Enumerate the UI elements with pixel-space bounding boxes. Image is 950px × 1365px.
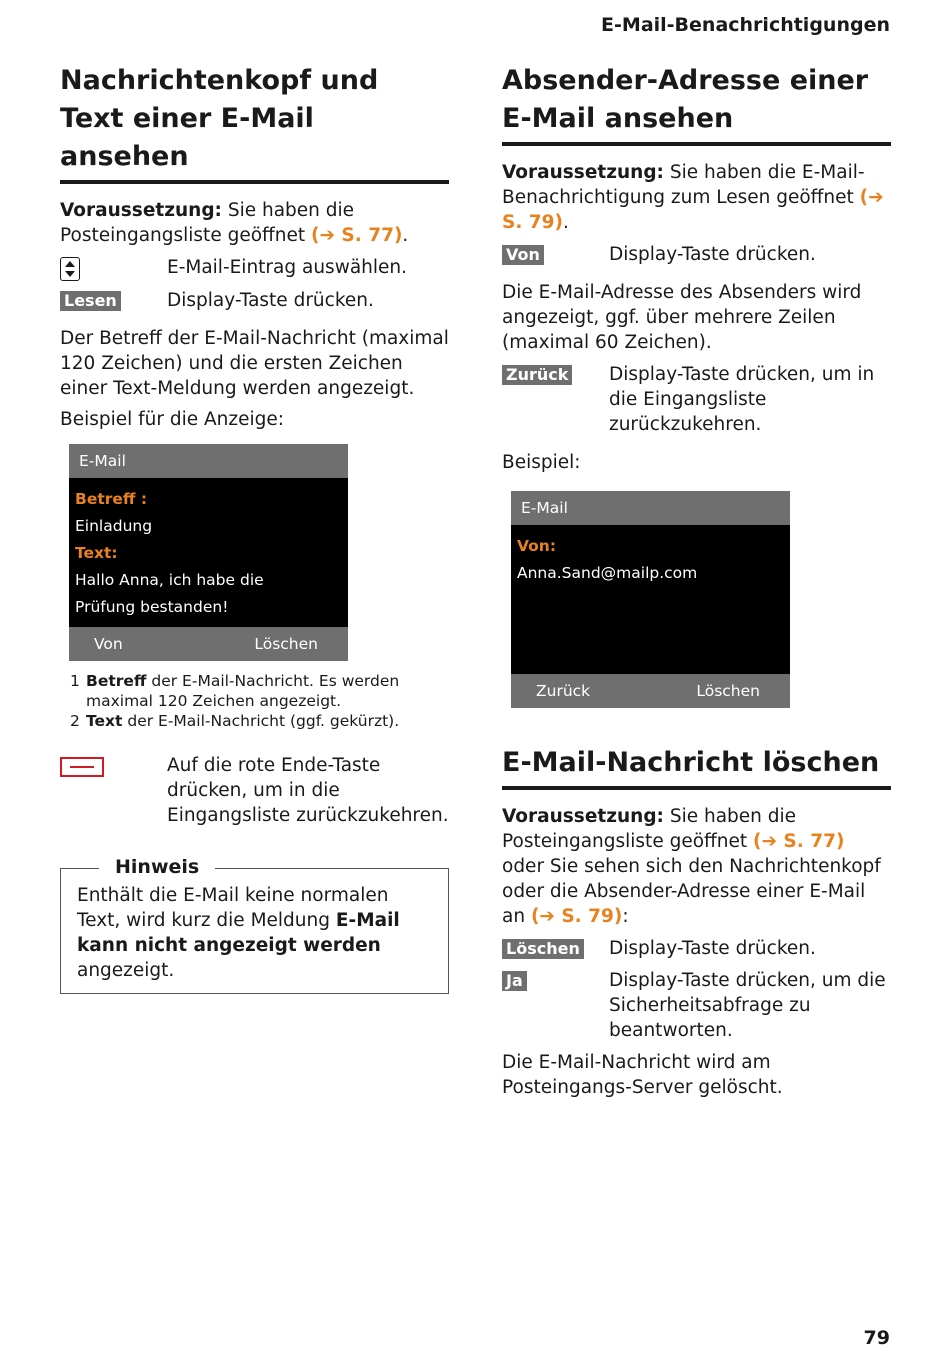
step-end-key: Auf die rote Ende-Taste drücken, um in die Eingangsliste zurückzukehren. [60, 753, 449, 828]
screen-softkeys [511, 674, 790, 708]
step-zurueck: Zurück Display-Taste drücken, um in die Eingangsliste zurückzukehren. [502, 362, 891, 437]
display-screen-message [69, 444, 348, 661]
page-reference: (➔ S. 79) [502, 187, 884, 233]
display-screen-sender [511, 491, 790, 708]
softkey-zurueck: Zurück [536, 682, 591, 700]
section-title-header-text: Nachrichtenkopf und Text einer E-Mail ansehen [60, 62, 449, 184]
page-reference: (➔ S. 79) [530, 906, 623, 927]
paragraph-example: Beispiel für die Anzeige: [60, 409, 284, 430]
softkey-zurueck: Zurück [502, 365, 572, 385]
section-title-delete: E-Mail-Nachricht löschen [502, 744, 891, 790]
softkey-lesen: Lesen [60, 291, 121, 311]
right-column [502, 62, 891, 1100]
paragraph-deleted: Die E-Mail-Nachricht wird am Posteingangs-Server gelöscht. [502, 1052, 783, 1098]
section-title-sender: Absender-Adresse einer E-Mail ansehen [502, 62, 891, 146]
paragraph-example: Beispiel: [502, 452, 581, 473]
running-header: E-Mail-Benachrichtigungen [601, 14, 890, 36]
red-end-key-icon [60, 757, 104, 777]
softkey-von: Von [502, 245, 544, 265]
prerequisite: Voraussetzung: Sie haben die Posteingangsliste geöffnet (➔ S. 77). [60, 200, 409, 246]
prerequisite: Voraussetzung: Sie haben die E-Mail-Benachrichtigung zum Lesen geöffnet (➔ S. 79). [502, 162, 884, 233]
softkey-von: Von [94, 635, 123, 653]
hint-text: Enthält die E-Mail keine normalen Text, wird kurz die Meldung E-Mail kann nicht angezeigt werden angezeigt. [77, 885, 400, 981]
screen-body: Von: Anna.Sand@mailp.com [517, 537, 698, 582]
hint-box [60, 856, 449, 994]
softkey-loeschen: Löschen [502, 939, 584, 959]
note-item: 2 Text der E-Mail-Nachricht (ggf. gekürzt). [70, 712, 400, 730]
page-reference: (➔ S. 77) [311, 225, 403, 246]
screen-softkeys [69, 627, 348, 661]
softkey-ja: Ja [502, 971, 527, 991]
screen-body: Betreff : Einladung Text: Hallo Anna, ich habe die Prüfung bestanden! [75, 490, 264, 616]
step-von: Von Display-Taste drücken. [502, 242, 891, 267]
softkey-loeschen: Löschen [254, 635, 318, 653]
step-select-entry: E-Mail-Eintrag auswählen. [60, 255, 449, 281]
page-number: 79 [863, 1327, 890, 1349]
prerequisite: Voraussetzung: Sie haben die Posteingangsliste geöffnet (➔ S. 77) oder Sie sehen sich den Nachrichtenkopf oder die Absender-Adresse einer E-Mail an (➔ S. 79): [502, 806, 881, 927]
hint-title: Hinweis [99, 855, 215, 879]
softkey-loeschen: Löschen [696, 682, 760, 700]
step-ja: Ja Display-Taste drücken, um die Sicherheitsabfrage zu beantworten. [502, 968, 891, 1043]
paragraph-subject: Der Betreff der E-Mail-Nachricht (maximal 120 Zeichen) und die ersten Zeichen einer Text-Meldung werden angezeigt. [60, 328, 449, 399]
left-column [60, 62, 449, 994]
step-lesen: Lesen Display-Taste drücken. [60, 288, 449, 313]
screen-title: E-Mail [69, 444, 348, 478]
screen-notes [60, 671, 449, 731]
page-reference: (➔ S. 77) [753, 831, 845, 852]
paragraph-address: Die E-Mail-Adresse des Absenders wird angezeigt, ggf. über mehrere Zeilen (maximal 60 Zeichen). [502, 282, 862, 353]
screen-title: E-Mail [511, 491, 790, 525]
note-item: 1 Betreff der E-Mail-Nachricht. Es werden maximal 120 Zeichen angezeigt. [70, 672, 400, 710]
navigation-up-down-icon [60, 257, 80, 281]
step-loeschen: Löschen Display-Taste drücken. [502, 936, 891, 961]
